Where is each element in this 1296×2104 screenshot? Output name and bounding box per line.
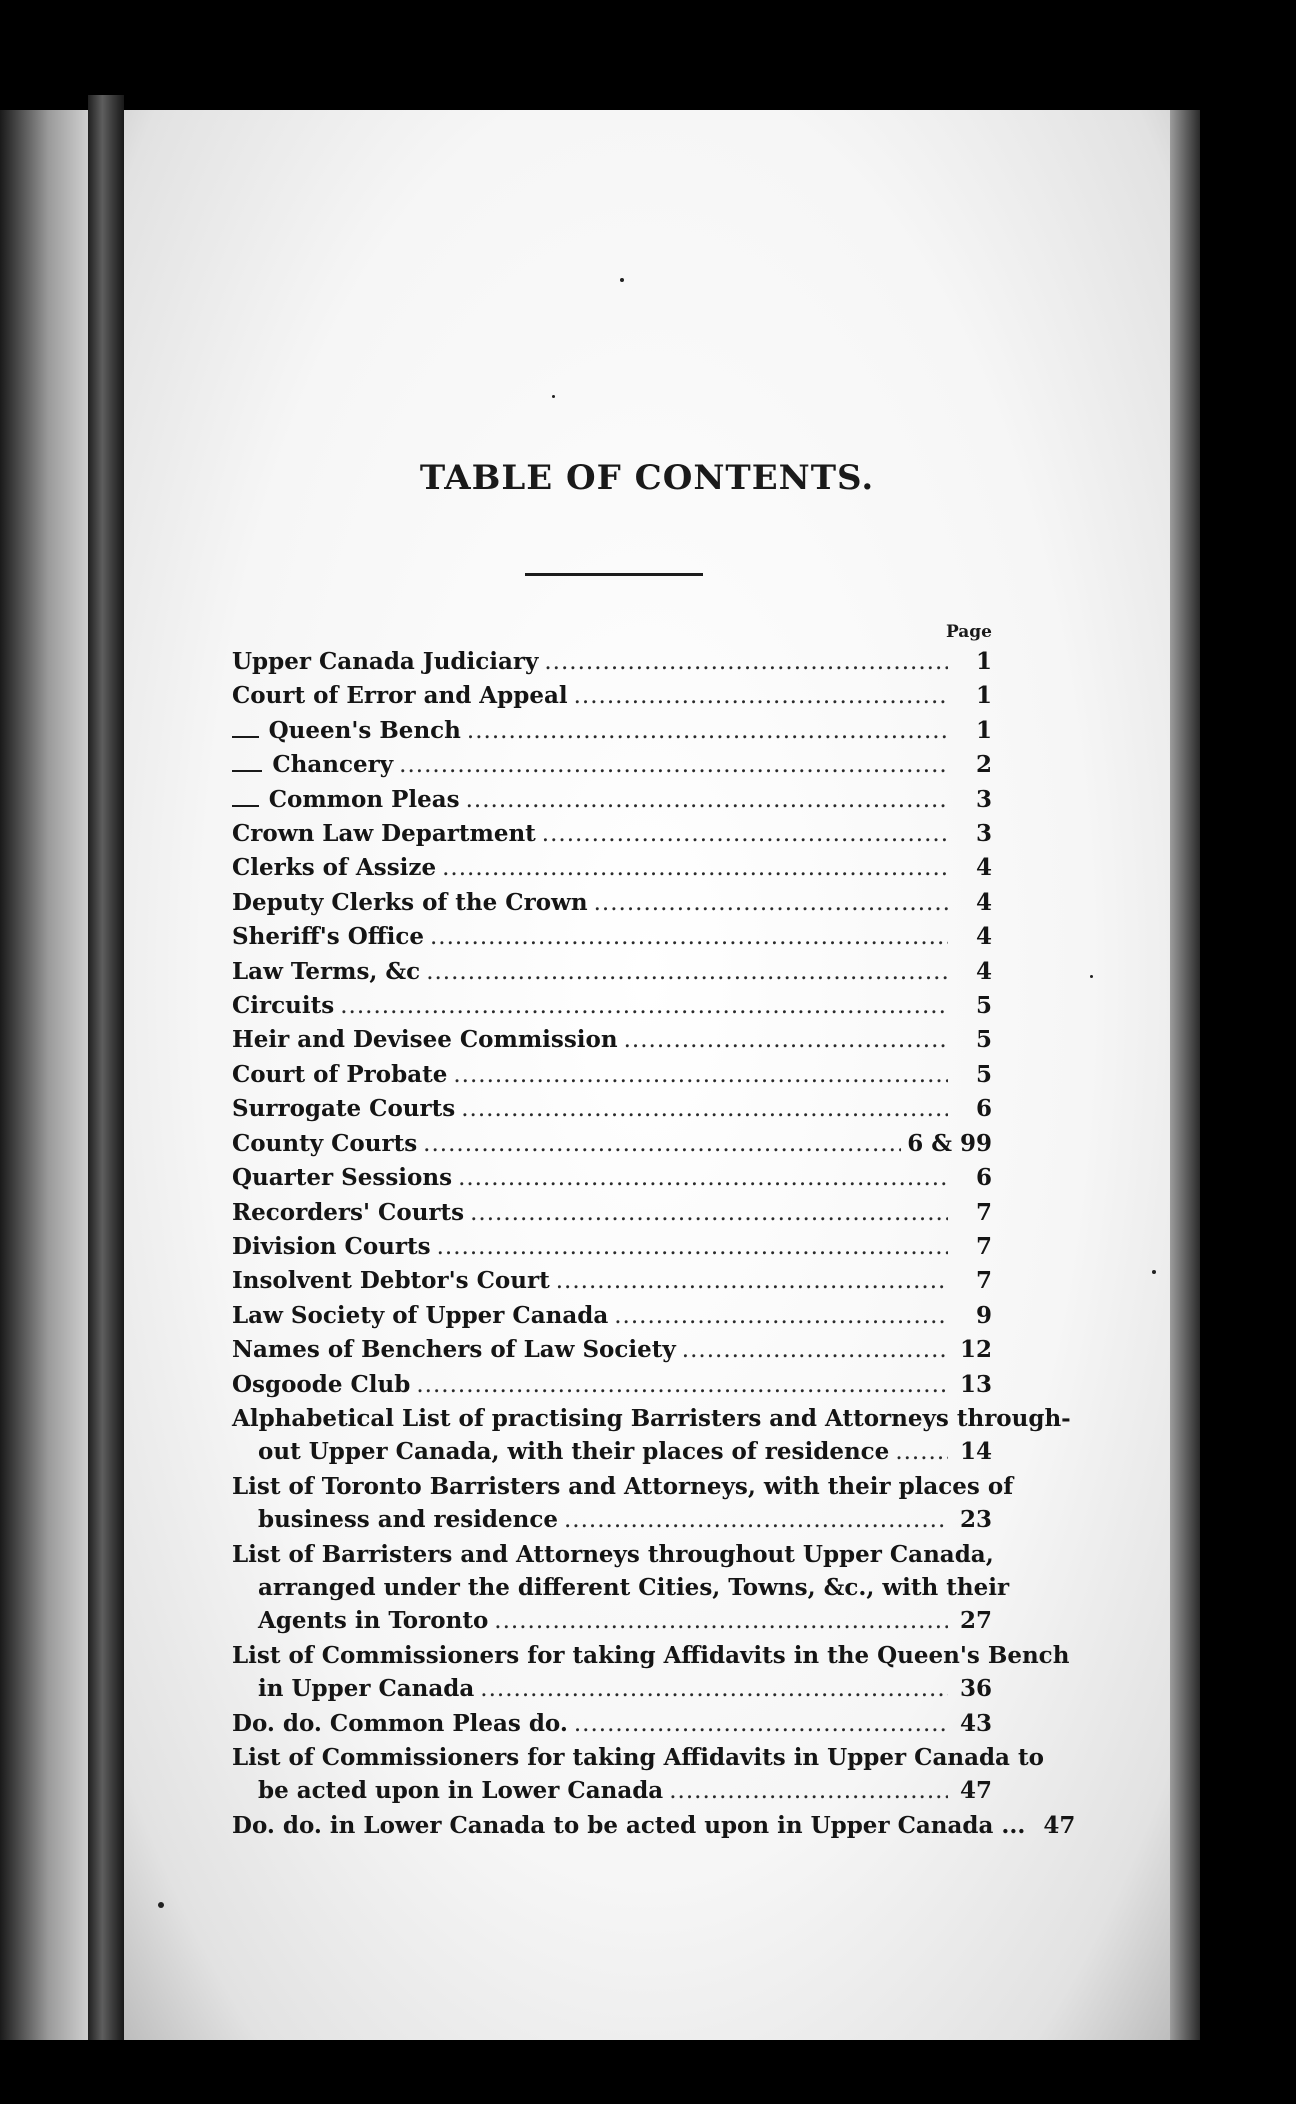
toc-entry	[232, 1538, 1010, 1639]
dot-leader	[416, 1369, 948, 1402]
dot-leader	[340, 990, 948, 1023]
left-page-edge	[0, 110, 88, 2040]
dot-leader	[423, 1128, 901, 1161]
toc-entry	[232, 1639, 1070, 1707]
toc-entry	[232, 679, 992, 713]
dot-leader	[542, 818, 948, 851]
page-number: 4	[975, 854, 992, 882]
page-title: TABLE OF CONTENTS.	[419, 458, 875, 498]
book-spine	[88, 95, 124, 2040]
toc-entry	[232, 1161, 992, 1195]
entry-title: List of Commissioners for taking Affidavits in Upper Canada to	[232, 1744, 1044, 1771]
dot-leader	[399, 749, 948, 782]
entry-title: Crown Law Department	[232, 820, 536, 848]
page-number: 7	[975, 1267, 992, 1295]
page-number: 1	[975, 648, 992, 675]
page-number: 13	[959, 1370, 992, 1398]
toc-entry	[232, 1470, 1014, 1538]
entry-title: Do. do. Common Pleas do.	[232, 1709, 568, 1737]
entry-title: arranged under the different Cities, Towns, &c., with their	[258, 1573, 1010, 1601]
entry-title: List of Commissioners for taking Affidavits in the Queen's Bench	[232, 1641, 1070, 1669]
toc-entry	[232, 1809, 1076, 1843]
page-number: 7	[975, 1198, 992, 1226]
entry-title: Osgoode Club	[232, 1370, 411, 1398]
page-number: 6	[975, 1095, 992, 1123]
entry-title: Chancery	[272, 751, 394, 779]
page-number: 6 & 99	[907, 1129, 992, 1157]
entry-title: Insolvent Debtor's Court	[232, 1267, 550, 1295]
page-number: 5	[975, 1060, 992, 1088]
toc-entry	[232, 817, 992, 851]
page-number: 6	[975, 1164, 992, 1192]
dot-leader	[470, 1197, 948, 1230]
ink-speck	[552, 395, 555, 398]
entry-title: be acted upon in Lower Canada	[258, 1777, 664, 1805]
dot-leader	[614, 1300, 948, 1333]
toc-entry	[232, 1127, 992, 1161]
entry-title: Sheriff's Office	[232, 923, 424, 951]
entry-title: Division Courts	[232, 1232, 431, 1260]
entry-title: County Courts	[232, 1129, 418, 1157]
entry-title: Surrogate Courts	[232, 1095, 456, 1123]
page-number: 47	[959, 1777, 992, 1805]
toc-entry	[232, 1230, 992, 1264]
ditto-dash	[232, 736, 259, 738]
ink-speck	[620, 278, 624, 282]
entry-title: Names of Benchers of Law Society	[232, 1336, 676, 1364]
page-number: 12	[959, 1336, 992, 1364]
page-number: 7	[975, 1232, 992, 1260]
page-number: 4	[975, 923, 992, 951]
table-of-contents	[232, 645, 1076, 1843]
page-number: 9	[975, 1301, 992, 1329]
page-edge-shadow	[1170, 110, 1200, 2040]
toc-entry	[232, 1023, 992, 1057]
toc-entry	[232, 1196, 992, 1230]
dot-leader	[556, 1265, 948, 1298]
entry-title: Upper Canada Judiciary	[232, 648, 539, 675]
toc-entry	[232, 1368, 992, 1402]
dot-leader	[437, 1231, 948, 1264]
entry-title: business and residence	[258, 1506, 558, 1534]
entry-title: Queen's Bench	[268, 716, 461, 744]
toc-entry	[232, 989, 992, 1023]
dot-leader	[624, 1024, 948, 1057]
toc-entry	[232, 714, 992, 748]
page-number: 14	[959, 1438, 992, 1466]
entry-title: List of Toronto Barristers and Attorneys, with their places of	[232, 1472, 1014, 1500]
page-number: 47	[1043, 1811, 1076, 1839]
dot-leader	[430, 921, 948, 954]
dot-leader	[467, 715, 948, 748]
entry-title: Law Society of Upper Canada	[232, 1301, 609, 1329]
dot-leader	[574, 680, 948, 713]
toc-entry	[232, 1299, 992, 1333]
entry-title: in Upper Canada	[258, 1675, 475, 1703]
page-number: 27	[959, 1607, 992, 1635]
page-number: 3	[975, 785, 992, 813]
entry-title: Common Pleas	[268, 785, 460, 813]
entry-title: Alphabetical List of practising Barristers and Attorneys through-	[232, 1404, 1071, 1432]
dot-leader	[574, 1708, 948, 1741]
entry-title: Heir and Devisee Commission	[232, 1026, 618, 1054]
entry-title: List of Barristers and Attorneys throughout Upper Canada,	[232, 1540, 994, 1568]
toc-entry	[232, 886, 992, 920]
toc-entry	[232, 645, 992, 679]
toc-entry	[232, 748, 992, 782]
title-rule	[525, 573, 703, 576]
dot-leader	[564, 1504, 948, 1537]
entry-title: out Upper Canada, with their places of residence	[258, 1438, 890, 1466]
page-column-header: Page	[945, 622, 992, 642]
ink-speck	[1152, 1270, 1156, 1274]
dot-leader	[426, 956, 948, 989]
dot-leader	[494, 1605, 948, 1638]
entry-title: Court of Error and Appeal	[232, 682, 568, 710]
page-number: 1	[975, 682, 992, 710]
toc-entry	[232, 1402, 1071, 1470]
dot-leader	[466, 784, 948, 817]
page-number: 43	[959, 1709, 992, 1737]
toc-entry	[232, 783, 992, 817]
page-number: 5	[975, 992, 992, 1020]
dot-leader	[895, 1436, 948, 1469]
page-number: 2	[975, 751, 992, 779]
entry-title: Court of Probate	[232, 1060, 448, 1088]
dot-leader	[442, 852, 948, 885]
entry-title: Circuits	[232, 992, 335, 1020]
toc-entry	[232, 1333, 992, 1367]
entry-title: Agents in Toronto	[258, 1607, 489, 1635]
dot-leader	[669, 1775, 948, 1808]
dot-leader	[480, 1673, 948, 1706]
dot-leader	[458, 1162, 948, 1195]
ditto-dash	[232, 770, 262, 772]
entry-title: Deputy Clerks of the Crown	[232, 888, 588, 916]
entry-title: Clerks of Assize	[232, 854, 437, 882]
toc-entry	[232, 1264, 992, 1298]
dot-leader	[682, 1334, 948, 1367]
toc-entry	[232, 1058, 992, 1092]
ink-speck	[158, 1902, 164, 1908]
ink-speck	[1090, 975, 1093, 978]
dot-leader	[544, 646, 948, 679]
toc-entry	[232, 1707, 992, 1741]
page-number: 36	[959, 1675, 992, 1703]
entry-title: Law Terms, &c	[232, 957, 421, 985]
toc-entry	[232, 955, 992, 989]
toc-entry	[232, 1741, 1044, 1809]
page-number: 3	[975, 820, 992, 848]
entry-title: Recorders' Courts	[232, 1198, 465, 1226]
toc-entry	[232, 920, 992, 954]
page-number: 1	[975, 716, 992, 744]
dot-leader	[594, 887, 948, 920]
page-number: 5	[975, 1026, 992, 1054]
toc-entry	[232, 851, 992, 885]
dot-leader	[461, 1093, 948, 1126]
ditto-dash	[232, 805, 259, 807]
page-number: 4	[975, 888, 992, 916]
entry-title: Quarter Sessions	[232, 1164, 453, 1192]
page-number: 23	[959, 1506, 992, 1534]
entry-title: Do. do. in Lower Canada to be acted upon in Upper Canada ...	[232, 1811, 1026, 1839]
dot-leader	[453, 1059, 948, 1092]
page-number: 4	[975, 957, 992, 985]
toc-entry	[232, 1092, 992, 1126]
